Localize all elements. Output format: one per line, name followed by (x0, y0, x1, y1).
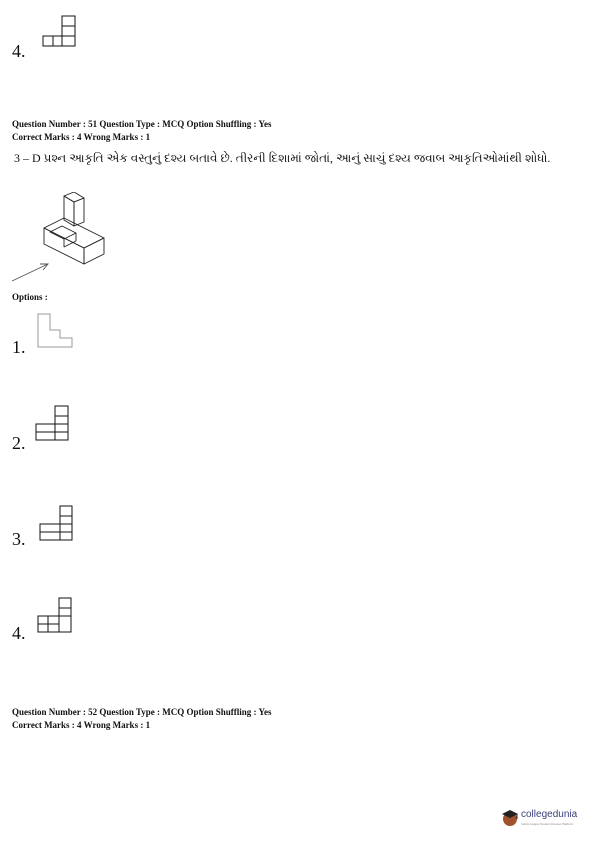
q51-option-4-figure (34, 596, 76, 636)
collegedunia-watermark (500, 806, 592, 832)
prev-option-4-figure (40, 14, 80, 48)
q51-option-3-figure (36, 504, 78, 542)
q51-3d-figure (10, 192, 110, 284)
q51-option-2-figure (33, 404, 73, 444)
q52-marks: Correct Marks : 4 Wrong Marks : 1 (12, 720, 151, 730)
q51-option-1-number[interactable]: 1. (12, 337, 26, 357)
q51-option-4-number[interactable]: 4. (12, 623, 26, 643)
q51-options-label: Options : (12, 292, 48, 302)
graduate-cap-logo-icon (500, 808, 520, 828)
q51-option-3-number[interactable]: 3. (12, 529, 26, 549)
q52-header: Question Number : 52 Question Type : MCQ Option Shuffling : Yes (12, 707, 272, 717)
brand-tagline: India's largest Student Review Platform (521, 822, 574, 826)
prev-option-4-number: 4. (12, 41, 26, 61)
q51-option-2-number[interactable]: 2. (12, 433, 26, 453)
q51-question-text: 3 – D પ્રશ્ન આકૃતિ એક વસ્તુનું દશ્ય બતાવે છે. તીરની દિશામાં જોતાં, આનું સાચું દશ્ય જવાબ આકૃતિઓમાંથી શોધો. (14, 151, 551, 165)
q51-marks: Correct Marks : 4 Wrong Marks : 1 (12, 132, 151, 142)
q51-option-1-figure (34, 312, 76, 350)
q51-header: Question Number : 51 Question Type : MCQ Option Shuffling : Yes (12, 119, 272, 129)
brand-name: collegedunia (521, 809, 578, 820)
